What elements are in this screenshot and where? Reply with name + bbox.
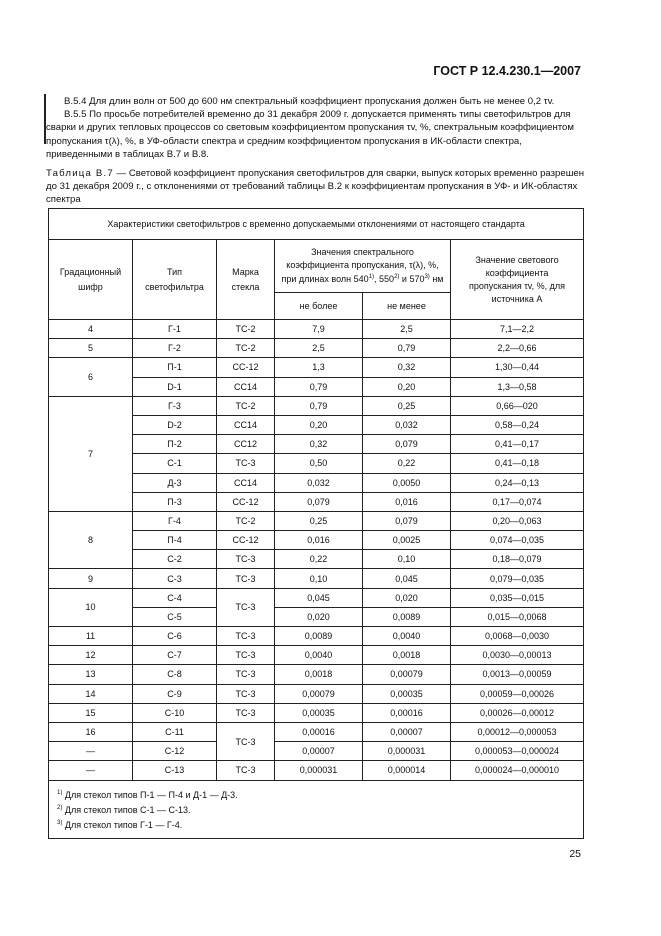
cell-brand: ТС-2 [217,339,275,358]
cell-max: 0,032 [275,473,363,492]
cell-luminous: 0,00026—0,00012 [451,703,584,722]
table-row [49,742,584,761]
cell-brand: ТС-3 [217,761,275,780]
body-text [46,95,586,161]
cell-type: С-5 [133,607,217,626]
cell-type: С-7 [133,646,217,665]
cell-type: С-13 [133,761,217,780]
cell-brand: ТС-3 [217,646,275,665]
cell-min: 0,045 [363,569,451,588]
cell-min: 0,0050 [363,473,451,492]
cell-type: Г-3 [133,396,217,415]
cell-type: Д-3 [133,473,217,492]
table-row [49,722,584,741]
cell-grade: 7 [49,396,133,511]
cell-type: П-2 [133,435,217,454]
cell-brand: СС12 [217,435,275,454]
table-caption: Характеристики светофильтров с временно допускаемыми отклонениями от настоящего стандарта [49,209,584,240]
cell-max: 0,22 [275,550,363,569]
cell-max: 0,20 [275,415,363,434]
cell-grade: 16 [49,722,133,741]
cell-max: 0,045 [275,588,363,607]
cell-max: 0,0018 [275,665,363,684]
table-row [49,646,584,665]
table-footnotes [49,780,584,838]
table-row [49,511,584,530]
cell-luminous: 7,1—2,2 [451,320,584,339]
cell-type: D-1 [133,377,217,396]
cell-min: 0,079 [363,511,451,530]
cell-min: 0,032 [363,415,451,434]
cell-brand: ТС-3 [217,684,275,703]
cell-min: 0,020 [363,588,451,607]
cell-type: С-12 [133,742,217,761]
cell-brand: ТС-3 [217,665,275,684]
cell-luminous: 0,000053—0,000024 [451,742,584,761]
cell-luminous: 0,015—0,0068 [451,607,584,626]
table-row [49,627,584,646]
table-title-text: — Световой коэффициент пропускания светофильтров для сварки, выпуск которых временно разрешен до 31 декабря 2009 г., с отклонениями от требований таблицы В.2 к коэффициентам пропускания в УФ- и ИК-областях спектра [46,168,585,206]
cell-grade: 8 [49,511,133,569]
cell-max: 2,5 [275,339,363,358]
cell-max: 0,079 [275,492,363,511]
cell-brand: ТС-3 [217,454,275,473]
cell-max: 0,00016 [275,722,363,741]
cell-min: 0,079 [363,435,451,454]
cell-type: С-6 [133,627,217,646]
cell-min: 0,00035 [363,684,451,703]
cell-luminous: 0,0030—0,00013 [451,646,584,665]
cell-grade: 5 [49,339,133,358]
cell-max: 0,32 [275,435,363,454]
cell-min: 0,0025 [363,531,451,550]
cell-max: 0,25 [275,511,363,530]
cell-luminous: 2,2—0,66 [451,339,584,358]
cell-luminous: 0,0068—0,0030 [451,627,584,646]
cell-min: 0,25 [363,396,451,415]
col-min-header: не менее [363,293,451,320]
transmittance-table [48,208,584,839]
cell-brand: СС-12 [217,492,275,511]
col-max-header: не более [275,293,363,320]
table-row [49,665,584,684]
cell-min: 2,5 [363,320,451,339]
cell-max: 0,00035 [275,703,363,722]
cell-max: 0,00079 [275,684,363,703]
table-row [49,320,584,339]
cell-grade: 4 [49,320,133,339]
cell-grade: 6 [49,358,133,396]
cell-grade: 9 [49,569,133,588]
col-spectral-header: Значения спектрального коэффициента пропускания, τ(λ), %, при длинах волн 540$^{1)}$, 550$^{2)}$ и 570$^{3)}$ нм [275,240,451,293]
cell-luminous: 0,41—0,18 [451,454,584,473]
table-row [49,396,584,415]
cell-type: Г-1 [133,320,217,339]
cell-type: С-10 [133,703,217,722]
table-row [49,761,584,780]
cell-max: 1,3 [275,358,363,377]
cell-max: 0,50 [275,454,363,473]
cell-brand: ТС-2 [217,396,275,415]
cell-max: 0,020 [275,607,363,626]
cell-min: 0,00079 [363,665,451,684]
cell-type: С-11 [133,722,217,741]
cell-grade: 11 [49,627,133,646]
cell-type: С-1 [133,454,217,473]
cell-brand: ТС-3 [217,627,275,646]
cell-brand: СС-12 [217,531,275,550]
col-type-header: Тип светофильтра [133,240,217,320]
table-header-row [49,240,584,293]
cell-min: 0,000031 [363,742,451,761]
cell-max: 0,0089 [275,627,363,646]
cell-brand: ТС-3 [217,722,275,760]
cell-luminous: 0,41—0,17 [451,435,584,454]
col-luminous-header: Значение светового коэффициента пропускания τv, %, для источника А [451,240,584,320]
cell-brand: ТС-2 [217,320,275,339]
cell-max: 0,10 [275,569,363,588]
cell-min: 0,10 [363,550,451,569]
cell-brand: ТС-3 [217,569,275,588]
cell-luminous: 0,00012—0,000053 [451,722,584,741]
cell-brand: ТС-3 [217,703,275,722]
cell-min: 0,00016 [363,703,451,722]
cell-luminous: 0,17—0,074 [451,492,584,511]
cell-min: 0,79 [363,339,451,358]
cell-max: 0,000031 [275,761,363,780]
cell-type: С-4 [133,588,217,607]
col-grade-header: Градационный шифр [49,240,133,320]
cell-type: С-2 [133,550,217,569]
cell-type: Г-4 [133,511,217,530]
cell-luminous: 0,000024—0,000010 [451,761,584,780]
table-row [49,569,584,588]
cell-min: 0,32 [363,358,451,377]
cell-brand: ТС-3 [217,550,275,569]
cell-luminous: 0,20—0,063 [451,511,584,530]
cell-type: Г-2 [133,339,217,358]
cell-type: П-1 [133,358,217,377]
cell-type: С-9 [133,684,217,703]
cell-brand: ТС-2 [217,511,275,530]
table-row [49,703,584,722]
document-header: ГОСТ Р 12.4.230.1—2007 [433,64,581,78]
paragraph-b55: В.5.5 По просьбе потребителей временно до 31 декабря 2009 г. допускается применять типы светофильтров для сварки и других тепловых процессов со световым коэффициентом пропускания τv, %, спектральным коэффициентом пропускания τ(λ), %, в УФ-области спектра и средним коэффициентом пропускания в ИК-области спектра, приведенными в таблицах В.7 и В.8. [46,109,574,160]
footnotes-cell [49,780,584,838]
table-label: Таблица В.7 [46,168,114,179]
cell-type: С-3 [133,569,217,588]
cell-max: 0,016 [275,531,363,550]
cell-type: С-8 [133,665,217,684]
page-number: 25 [569,848,581,860]
cell-max: 0,79 [275,377,363,396]
table-row [49,339,584,358]
cell-luminous: 0,0013—0,00059 [451,665,584,684]
table-caption-row [49,209,584,240]
cell-luminous: 0,079—0,035 [451,569,584,588]
footnote-2: $^{2)}$ Для стекол типов С-1 — С-13. [57,804,191,815]
cell-max: 0,79 [275,396,363,415]
cell-min: 0,0089 [363,607,451,626]
cell-min: 0,000014 [363,761,451,780]
cell-luminous: 0,074—0,035 [451,531,584,550]
cell-luminous: 0,66—020 [451,396,584,415]
cell-brand: ТС-3 [217,588,275,626]
cell-type: П-3 [133,492,217,511]
cell-min: 0,00007 [363,722,451,741]
table-row [49,358,584,377]
cell-type: D-2 [133,415,217,434]
cell-min: 0,016 [363,492,451,511]
cell-luminous: 0,58—0,24 [451,415,584,434]
cell-grade: 13 [49,665,133,684]
cell-type: П-4 [133,531,217,550]
table-row [49,684,584,703]
cell-grade: 12 [49,646,133,665]
cell-brand: СС14 [217,473,275,492]
cell-min: 0,0018 [363,646,451,665]
cell-luminous: 0,24—0,13 [451,473,584,492]
footnote-1: $^{1)}$ Для стекол типов П-1 — П-4 и Д-1 — Д-3. [57,789,238,800]
cell-max: 0,00007 [275,742,363,761]
cell-luminous: 0,18—0,079 [451,550,584,569]
col-brand-header: Марка стекла [217,240,275,320]
cell-grade: — [49,761,133,780]
cell-luminous: 0,00059—0,00026 [451,684,584,703]
paragraph-b54: В.5.4 Для длин волн от 500 до 600 нм спектральный коэффициент пропускания должен быть не менее 0,2 τv. [64,96,555,107]
cell-brand: СС-12 [217,358,275,377]
cell-min: 0,0040 [363,627,451,646]
cell-luminous: 0,035—0,015 [451,588,584,607]
table-row [49,588,584,607]
cell-luminous: 1,30—0,44 [451,358,584,377]
cell-brand: СС14 [217,377,275,396]
footnote-3: $^{3)}$ Для стекол типов Г-1 — Г-4. [57,819,183,830]
cell-min: 0,22 [363,454,451,473]
cell-brand: СС14 [217,415,275,434]
cell-luminous: 1,3—0,58 [451,377,584,396]
cell-grade: 15 [49,703,133,722]
table-title [46,167,586,207]
cell-grade: — [49,742,133,761]
cell-grade: 14 [49,684,133,703]
cell-max: 7,9 [275,320,363,339]
cell-min: 0,20 [363,377,451,396]
cell-grade: 10 [49,588,133,626]
cell-max: 0,0040 [275,646,363,665]
